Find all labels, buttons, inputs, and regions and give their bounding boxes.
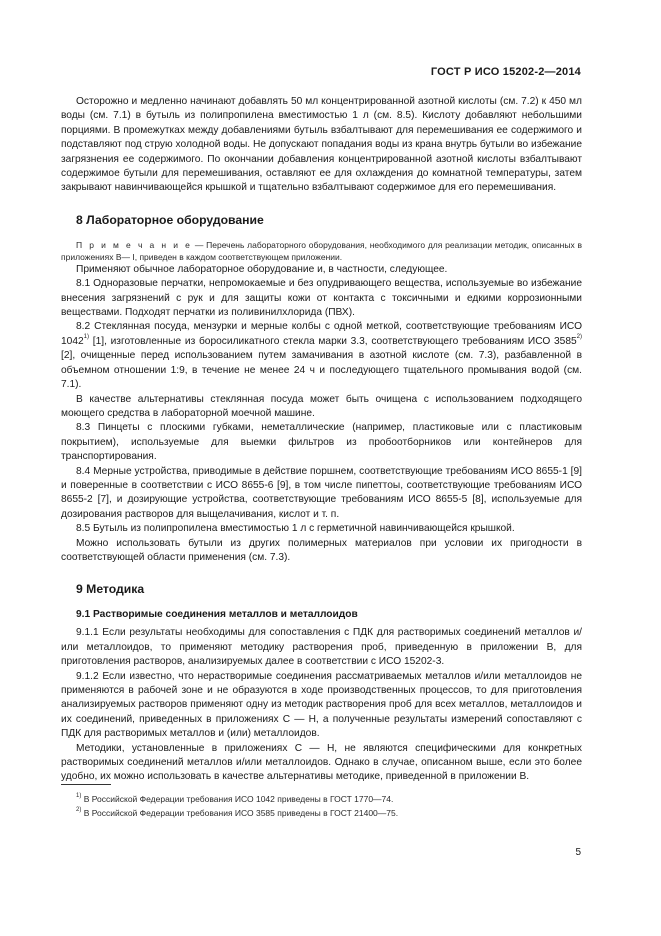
paragraph-8-2-part-c: [2], очищенные перед использованием путем замачивания в азотной кислоте (см. 7.3), разбавленной в объемном отношении 1:9, в течение не менее 24 ч и последующего тщательного промывания водой (см. 7.1). bbox=[61, 350, 582, 391]
paragraph-8-2-part-b: [1], изготовленные из боросиликатного стекла марки 3.3, соответствующего требованиям ИСО 3585 bbox=[89, 335, 577, 347]
paragraph-equipment-intro: Применяют обычное лабораторное оборудование и, в частности, следующее. bbox=[76, 263, 448, 275]
note-label: П р и м е ч а н и е bbox=[76, 239, 193, 250]
section-8-note bbox=[61, 239, 582, 263]
page-body bbox=[61, 95, 582, 785]
paragraph-8-4: 8.4 Мерные устройства, приводимые в действие поршнем, соответствующие требованиям ИСО 8655-1 [9] и поверенные в соответствии с ИСО 8655-6 [9], в том числе пипеттоы, соответствующие требованиям ИСО 8655-2 [7], и дозирующие устройства, соответствующие требованиям ИСО 8655-5 [8], используемые для дозирования растворов для выщелачивания, кислот и т. п. bbox=[61, 465, 582, 520]
paragraph-methods-note: Методики, установленные в приложениях С — Н, не являются специфическими для конкретных растворимых соединений металлов и/или металлоидов. Однако в случае, описанном выше, если это более удобно, их можно использовать в качестве альтернативы методике, приведенной в приложении В. bbox=[61, 742, 582, 783]
footnote-2-mark: 2) bbox=[76, 807, 82, 814]
note-text: — Перечень лабораторного оборудования, необходимого для реализации методик, описанных в приложениях В— I, приведен в каждом соответствующем приложении. bbox=[61, 239, 582, 262]
subsection-9-1-heading: 9.1 Растворимые соединения металлов и металлоидов bbox=[76, 609, 358, 621]
paragraph-8-2 bbox=[61, 320, 582, 392]
section-9-heading: 9 Методика bbox=[76, 582, 145, 597]
paragraph-8-5: 8.5 Бутыль из полипропилена вместимостью 1 л с герметичной навинчивающейся крышкой. bbox=[76, 523, 515, 535]
paragraph-8-5-alternative: Можно использовать бутыли из других полимерных материалов при условии их пригодности в соответствующей области применения (см. 7.3). bbox=[61, 537, 582, 563]
paragraph-8-1: 8.1 Одноразовые перчатки, непромокаемые и без опудривающего вещества, используемые во избежание внесения загрязнений с рук и для защиты кожи от контакта с токсичными и едкими коррозионными веществами. Подходят перчатки из поливинилхлорида (ПВХ). bbox=[61, 278, 582, 319]
footnote-1-text: В Российской Федерации требования ИСО 1042 приведены в ГОСТ 1770—74. bbox=[81, 794, 394, 804]
footnote-ref-1: 1) bbox=[83, 334, 90, 341]
paragraph-8-2-alternative: В качестве альтернативы стеклянная посуда может быть очищена с использованием подходящего моющего средства в лабораторной моечной машине. bbox=[61, 393, 582, 419]
intro-paragraph: Осторожно и медленно начинают добавлять 50 мл концентрированной азотной кислоты (см. 7.2) к 450 мл воды (см. 7.1) в бутыль из полипропилена вместимостью 1 л (см. 8.5). Кислоту добавляют небольшими порциями. В промежутках между добавлениями бутыль взбалтывают для перемешивания ее содержимого и подставляют под струю холодной воды. Не допускают попадания воды из крана внутрь бутыли во избежание загрязнения ее содержимого. По окончании добавления концентрированной азотной кислоты взбалтывают содержимое бутыли для перемешивания, оставляют ее для охлаждения до комнатной температуры, затем закрывают навинчивающейся крышкой и тщательно взбалтывают содержимое для его перемешивания. bbox=[61, 96, 582, 194]
footnote-2-text: В Российской Федерации требования ИСО 3585 приведены в ГОСТ 21400—75. bbox=[81, 808, 399, 818]
page-number: 5 bbox=[575, 847, 581, 858]
footnote-1 bbox=[61, 792, 582, 806]
footnotes bbox=[61, 792, 582, 820]
paragraph-9-1-2: 9.1.2 Если известно, что нерастворимые соединения рассматриваемых металлов и/или металлоидов не применяются в рабочей зоне и не образуются в ходе производственных процессов, то для приготовления анализируемых растворов применяют одну из методик растворения проб для всех металлов, металлоидов и их соединений, приведенных в приложениях С — Н, а полученные результаты измерений сопоставляют с ПДК для растворимых металлов и (или) металлоидов. bbox=[61, 670, 582, 740]
paragraph-9-1-1: 9.1.1 Если результаты необходимы для сопоставления с ПДК для растворимых соединений металлов и/или металлоидов, то применяют методику растворения проб, приведенную в приложении В, для приготовления растворов, анализируемых далее в соответствии с ИСО 15202-3. bbox=[61, 627, 582, 668]
footnote-2 bbox=[61, 806, 582, 820]
footnote-divider bbox=[61, 784, 111, 785]
footnote-1-mark: 1) bbox=[76, 793, 82, 800]
section-8-heading: 8 Лабораторное оборудование bbox=[76, 212, 264, 227]
paragraph-8-3: 8.3 Пинцеты с плоскими губками, неметаллические (например, пластиковые или с пластиковым покрытием), используемые для выемки фильтров из пробоотборников или контейнеров для транспортирования. bbox=[61, 422, 582, 463]
paragraph-8-2-part-a: 8.2 Стеклянная посуда, мензурки и мерные колбы с одной меткой, соответствующие требованиям ИСО 1042 bbox=[61, 321, 582, 347]
document-code-header: ГОСТ Р ИСО 15202-2—2014 bbox=[430, 66, 581, 78]
footnote-ref-2: 2) bbox=[576, 334, 582, 341]
